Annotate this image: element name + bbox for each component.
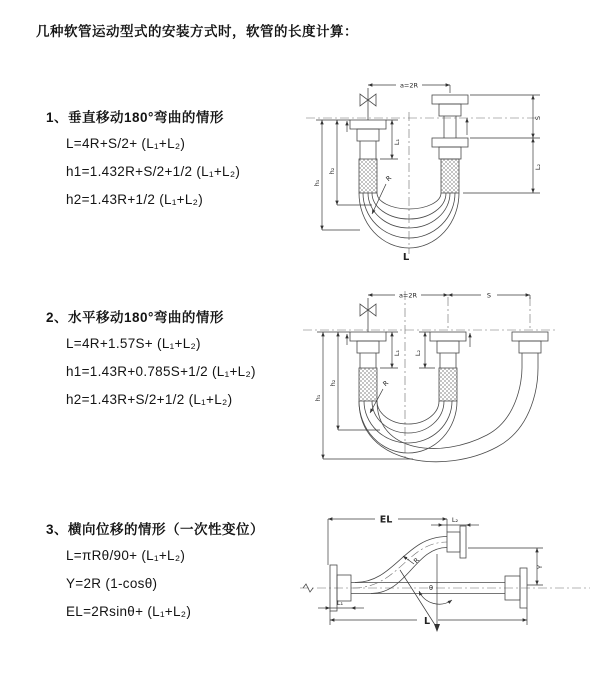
dimension-Y (468, 548, 544, 585)
label-L1: L₁ (393, 138, 401, 146)
diagram-horizontal-180-bend (295, 283, 595, 463)
label-Y: Y (536, 565, 544, 569)
dimension-L (330, 608, 527, 627)
diagram-lateral-displacement (295, 498, 595, 660)
section-3-formula-Y: Y=2R (1-cosθ) (66, 576, 158, 591)
valve-icon (360, 88, 376, 120)
section-2-heading: 2、水平移动180°弯曲的情形 (46, 310, 224, 325)
left-leg-fitting (350, 120, 386, 193)
section-1-formula-L: L=4R+S/2+ (L₁+L₂) (66, 136, 186, 151)
label-h1: h₁ (313, 179, 321, 187)
label-R: R (381, 379, 391, 389)
movement-arrows (347, 118, 467, 135)
upper-flange-displaced (447, 526, 466, 558)
dimension-L1 (318, 599, 364, 608)
label-h2: h₂ (328, 167, 336, 175)
dimension-a2R (368, 292, 448, 300)
label-S: S (534, 115, 542, 121)
dimension-L2 (414, 332, 435, 368)
hose-u-bend-position1 (359, 401, 457, 453)
label-EL: EL (379, 514, 393, 526)
dimension-L2 (431, 516, 479, 525)
label-L2: L₂ (534, 163, 542, 171)
page-title: 几种软管运动型式的安装方式时，软管的长度计算： (36, 24, 358, 39)
left-leg-fitting (350, 332, 386, 401)
right-leg-fittings (432, 95, 468, 193)
label-a2R: a=2R (399, 81, 419, 90)
dimension-a2R (368, 82, 450, 94)
valve-icon (360, 298, 376, 332)
middle-leg-fitting (430, 332, 466, 401)
label-h2: h₂ (329, 379, 337, 387)
label-a2R: a=2R (398, 291, 418, 300)
section-2-formula-h1: h1=1.43R+0.785S+1/2 (L₁+L₂) (66, 364, 256, 379)
label-R: R (384, 174, 394, 184)
section-1-formula-h2: h2=1.43R+1/2 (L₁+L₂) (66, 192, 204, 207)
dimension-L1 (380, 120, 401, 159)
centerlines (303, 291, 557, 459)
section-3-formula-L: L=πRθ/90+ (L₁+L₂) (66, 548, 186, 563)
diagram-vertical-180-bend (300, 68, 590, 264)
right-leg-fitting (512, 332, 548, 368)
centerlines (306, 112, 538, 254)
label-L-total: L (402, 252, 410, 263)
movement-arrows (347, 333, 470, 347)
label-S: S (486, 291, 492, 300)
label-L: L (423, 616, 431, 627)
section-1-heading: 1、垂直移动180°弯曲的情形 (46, 110, 224, 125)
section-2-formula-L: L=4R+1.57S+ (L₁+L₂) (66, 336, 201, 351)
label-L2: L₂ (451, 516, 459, 524)
label-h1: h₁ (314, 394, 322, 402)
label-R: R (412, 556, 422, 566)
label-L1: L₁ (393, 349, 401, 357)
label-theta: θ (429, 584, 433, 592)
label-L1: L₁ (336, 599, 344, 607)
dimension-L1 (380, 332, 401, 368)
section-3-formula-EL: EL=2Rsinθ+ (L₁+L₂) (66, 604, 192, 619)
section-2-formula-h2: h2=1.43R+S/2+1/2 (L₁+L₂) (66, 392, 233, 407)
label-L2: L₂ (414, 349, 422, 357)
section-1-formula-h1: h1=1.432R+S/2+1/2 (L₁+L₂) (66, 164, 241, 179)
centerline (300, 584, 590, 592)
section-3-heading: 3、横向位移的情形（一次性变位） (46, 522, 265, 537)
dimension-S-L2 (463, 95, 542, 193)
dimension-S (448, 292, 530, 300)
